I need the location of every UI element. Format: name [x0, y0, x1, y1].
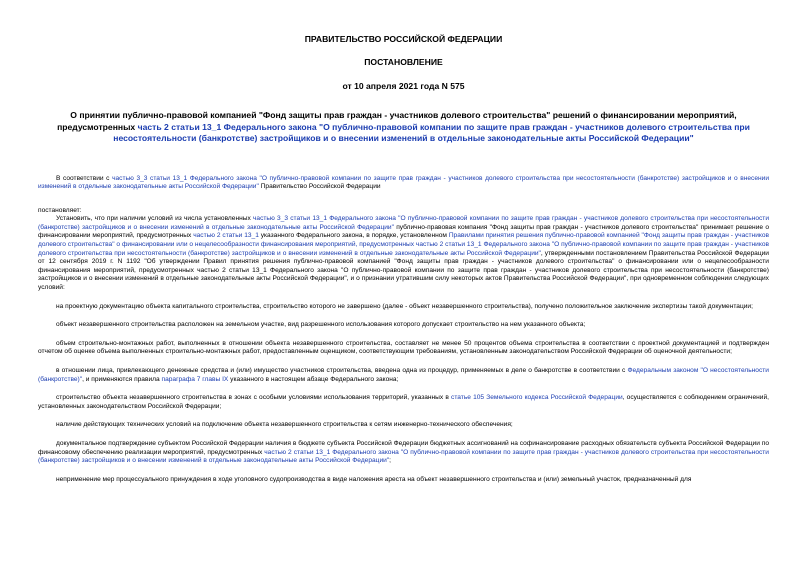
document-kind-heading: ПОСТАНОВЛЕНИЕ — [364, 57, 443, 67]
condition-2: объект незавершенного строительства расположен на земельном участке, вид разрешенного использования которого допускает строительство на нем указанного объекта; — [56, 321, 586, 329]
document-title — [38, 110, 769, 145]
c4-text-e: указанного в настоящем абзаце Федерального закона; — [228, 375, 399, 383]
document-date-number: от 10 апреля 2021 года N 575 — [342, 81, 465, 91]
main-rules-link[interactable]: Правилами принятия решения публично-правовой компанией "Фонд защиты прав граждан - участников долевого строительства" о финансировании или о нецелесообразности финансирования мероприятий, предусмотренных частью 2 статьи 13_1 Федерального закона "О публично-правовой компании по защите прав граждан - участников долевого строительства при несостоятельности (банкротстве) застройщиков и о внесении изменений в отдельные законодательные акты Российской Федерации" — [38, 232, 770, 257]
c5-text-a: строительство объекта незавершенного строительства в зонах с особыми условиями использования территорий, указанных в — [56, 394, 452, 402]
c4-text-c: , и применяются правила — [82, 375, 162, 383]
main-text-h: , при одновременном соблюдении следующих условий: — [38, 275, 769, 292]
paragraph-7-link[interactable]: параграфа 7 главы IX — [161, 375, 229, 383]
main-text-e: указанного Федерального закона, в порядке, установленном — [258, 232, 449, 240]
title-law-link[interactable]: часть 2 статьи 13_1 Федерального закона "О публично-правовой компании по защите прав граждан - участников долевого строительства при несостоятельности (банкротстве) застройщиков и о внесении изменений в отдельные законодательные акты Российской Федерации" — [113, 121, 750, 143]
c7-law-link[interactable]: частью 2 статьи 13_1 Федерального закона "О публично-правовой компании по защите прав граждан - участников долевого строительства при несостоятельности (банкротстве) застройщиков и о внесении изменений в отдельные законодательные акты Российской Федерации" — [38, 448, 769, 465]
bankruptcy-law-link[interactable]: Федеральным законом "О несостоятельности (банкротстве)" — [38, 367, 769, 383]
government-heading: ПРАВИТЕЛЬСТВО РОССИЙСКОЙ ФЕДЕРАЦИИ — [304, 34, 503, 44]
c7-text-c: ; — [389, 457, 391, 465]
condition-1: на проектную документацию объекта капитального строительства, строительство которого не завершено (далее - объект незавершенного строительства), получено положительное заключение экспертизы такой документации; — [56, 302, 753, 310]
condition-6: наличие действующих технических условий на подключение объекта незавершенного строительства к сетям инженерно-технического обеспечения; — [56, 421, 513, 429]
intro-paragraph — [38, 175, 769, 192]
main-text-c: публично-правовая компания "Фонд защиты прав граждан - участников долевого строительства" принимает решение о финансировании мероприятий, предусмотренных — [38, 223, 769, 240]
main-text-g: , утвержденными постановлением Правительства Российской Федерации от 12 сентября 2019 г. N 1192 "Об утверждении Правил принятия решения публично-правовой компанией "Фонд защиты прав граждан - участников долевого строительства" о финансировании или о нецелесообразности финансирования мероприятий, предусмотренных частью 2 статьи 13_1 Федерального закона "О публично-правовой компании по защите прав граждан - участников долевого строительства при несостоятельности (банкротстве) застройщиков и о внесении изменений в отдельные законодательные акты Российской Федерации", и о признании утратившим силу некоторых актов Правительства Российской Федерации" — [38, 249, 769, 283]
condition-3: объем строительно-монтажных работ, выполненных в отношении объекта незавершенного строительства, составляет не менее 50 процентов объема строительства в соответствии с проектной документацией и подтвержден отчетом об оценке объема выполненных строительно-монтажных работ, предоставленным оценщиком, соответствующим требованиям, установленным законодательством Российской Федерации об оценочной деятельности; — [38, 339, 769, 356]
title-text: О принятии публично-правовой компанией "Фонд защиты прав граждан - участников долевого строительства" решений о финансировании мероприятий, предусмотренных — [57, 110, 737, 132]
c5-text-c: , осуществляется с соблюдением ограничений, установленных законодательством Российской Федерации; — [38, 394, 769, 410]
condition-8: неприменение мер процессуального принуждения в ходе уголовного судопроизводства в виде наложения ареста на объект незавершенного строительства и (или) земельный участок, предназначенный для — [56, 475, 692, 483]
intro-text-c: Правительство Российской Федерации — [258, 183, 381, 191]
intro-law-link[interactable]: частью 3_3 статьи 13_1 Федерального закона "О публично-правовой компании по защите прав граждан - участников долевого строительства при несостоятельности (банкротстве) застройщиков и о внесении изменений в отдельные законодательные акты Российской Федерации" — [38, 174, 770, 191]
main-article-link[interactable]: частью 2 статьи 13_1 — [193, 232, 259, 240]
c7-text-a: документальное подтверждение субъектом Российской Федерации наличия в бюджете субъекта Российской Федерации бюджетных ассигнований на софинансирование расходных обязательств субъекта Российской Федерации по финансовому обеспечению реализации мероприятий, предусмотренных — [38, 439, 769, 456]
c4-text-a: в отношении лица, привлекающего денежные средства и (или) имущество участников строительства, введена одна из процедур, применяемых в деле о банкротстве в соответствии с — [56, 367, 628, 374]
condition-5 — [38, 394, 769, 411]
main-law-link[interactable]: частью 3_3 статьи 13_1 Федерального закона "О публично-правовой компании по защите прав граждан - участников долевого строительства при несостоятельности (банкротстве) застройщиков и о внесении изменений в отдельные законодательные акты Российской Федерации" — [38, 215, 770, 231]
condition-7 — [38, 440, 769, 466]
condition-4 — [38, 367, 769, 384]
intro-text-a: В соответствии с — [56, 174, 113, 182]
decree-word: постановляет: — [38, 206, 82, 214]
paragraph-main — [38, 215, 769, 292]
main-text-a: Установить, что при наличии условий из числа установленных — [56, 215, 253, 223]
land-code-link[interactable]: статье 105 Земельного кодекса Российской Федерации — [451, 394, 623, 402]
